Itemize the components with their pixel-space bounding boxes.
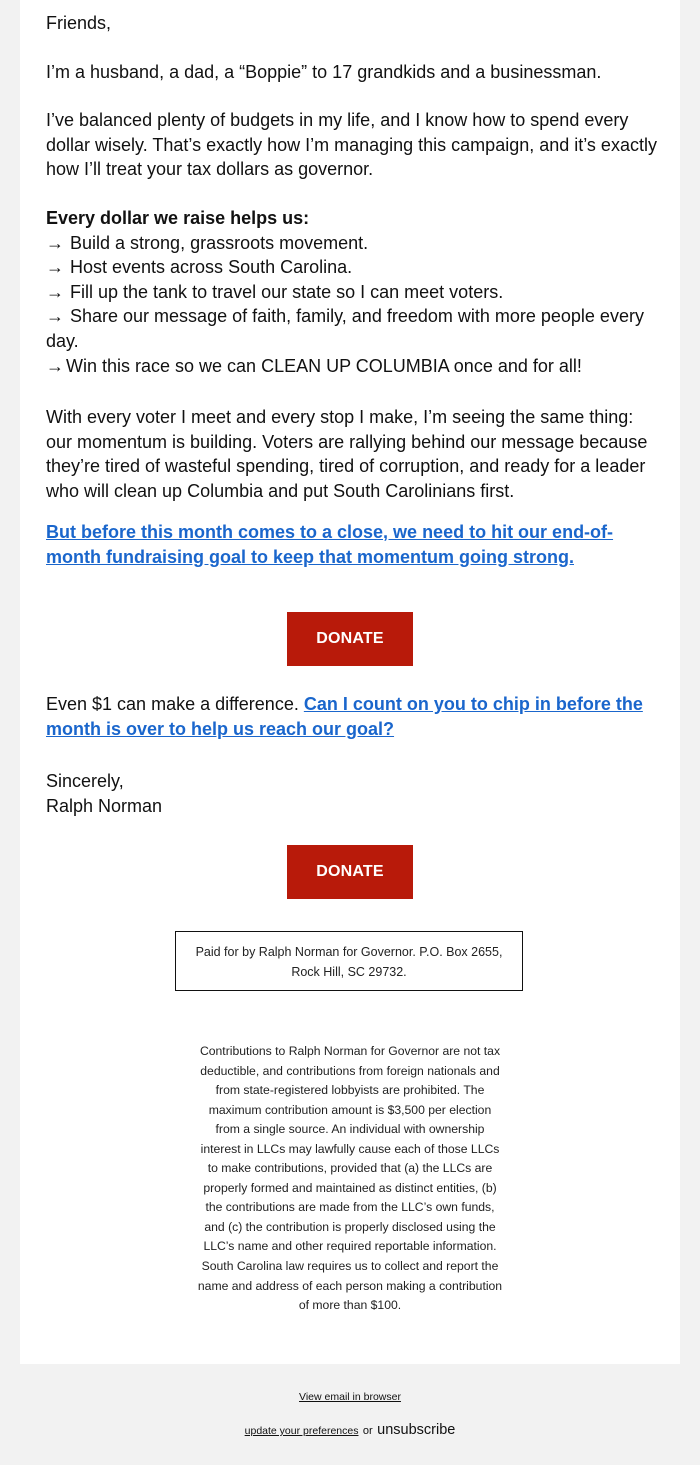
arrow-right-icon: →: [46, 232, 64, 253]
closing: [46, 769, 658, 818]
goal-paragraph: [46, 520, 658, 569]
paid-for-box: [175, 931, 523, 991]
bullet-section: [46, 206, 658, 378]
greeting: [46, 11, 658, 36]
intro-paragraph: [46, 60, 658, 85]
ask-paragraph: [46, 692, 658, 741]
legal-disclaimer: [195, 1042, 505, 1316]
signature: Ralph Norman: [46, 795, 163, 816]
arrow-right-icon: →: [46, 281, 64, 302]
bullet-item: [46, 304, 658, 353]
momentum-paragraph: [46, 405, 658, 503]
bullet-text: Win this race so we can CLEAN UP COLUMBIA once and for all!: [66, 355, 582, 376]
bullets-heading: Every dollar we raise helps us:: [46, 208, 310, 228]
bullet-item: [46, 280, 658, 305]
donate-button-bottom[interactable]: DONATE: [287, 845, 413, 899]
disclaimer-text: Contributions to Ralph Norman for Governor are not tax deductible, and contributions from foreign nationals and from state-registered lobbyists are prohibited. The maximum contribution amount is $3,500 per election from a single source. An individual with ownership interest in LLCs may lawfully cause each of those LLCs to make contributions, provided that (a) the LLCs are properly formed and maintained as distinct entities, (b) the contributions are made from the LLC’s own funds, and (c) the contribution is properly disclosed using the LLC’s name and other required reportable information. South Carolina law requires us to collect and report the name and address of each person making a contribution of more than $100.: [197, 1044, 503, 1313]
unsubscribe-link[interactable]: unsubscribe: [377, 1422, 456, 1438]
bullet-text: Share our message of faith, family, and freedom with more people every day.: [46, 306, 644, 351]
view-in-browser-row: [0, 1387, 700, 1405]
view-in-browser-link[interactable]: View email in browser: [299, 1391, 401, 1403]
bullet-item: [46, 255, 658, 280]
ask-text: Even $1 can make a difference.: [46, 694, 299, 714]
bullet-item: [46, 354, 658, 379]
ask-link[interactable]: Can I count on you to chip in before the month is over to help us reach our goal?: [46, 694, 643, 739]
arrow-right-icon: →: [46, 257, 64, 278]
paid-for-text: Paid for by Ralph Norman for Governor. P.O. Box 2655, Rock Hill, SC 29732.: [195, 945, 503, 979]
email-card: [20, 0, 680, 1364]
bullet-text: Host events across South Carolina.: [70, 257, 353, 278]
update-preferences-link[interactable]: update your preferences: [244, 1425, 359, 1437]
or-text: or: [362, 1425, 373, 1437]
arrow-right-icon: →: [46, 306, 64, 327]
momentum-text: With every voter I meet and every stop I make, I’m seeing the same thing: our momentum is building. Voters are rallying behind our message because they’re tired of wasteful spending, tired of corruption, and ready for a leader who will clean up Columbia and put South Carolinians first.: [46, 407, 648, 501]
bullet-text: Fill up the tank to travel our state so I can meet voters.: [70, 281, 504, 302]
bullet-text: Build a strong, grassroots movement.: [70, 232, 369, 253]
intro-text: I’m a husband, a dad, a “Boppie” to 17 grandkids and a businessman.: [46, 62, 602, 82]
bullet-item: [46, 231, 658, 256]
budget-text: I’ve balanced plenty of budgets in my life, and I know how to spend every dollar wisely. That’s exactly how I’m managing this campaign, and it’s exactly how I’ll treat your tax dollars as governor.: [46, 110, 657, 180]
greeting-text: Friends,: [46, 13, 112, 33]
closing-text: Sincerely,: [46, 771, 124, 791]
preferences-row: [0, 1421, 700, 1439]
arrow-right-icon: →: [46, 355, 64, 376]
donate-button[interactable]: DONATE: [287, 612, 413, 666]
goal-link[interactable]: But before this month comes to a close, we need to hit our end-of-month fundraising goal to keep that momentum going strong.: [46, 522, 614, 567]
budget-paragraph: [46, 108, 658, 182]
